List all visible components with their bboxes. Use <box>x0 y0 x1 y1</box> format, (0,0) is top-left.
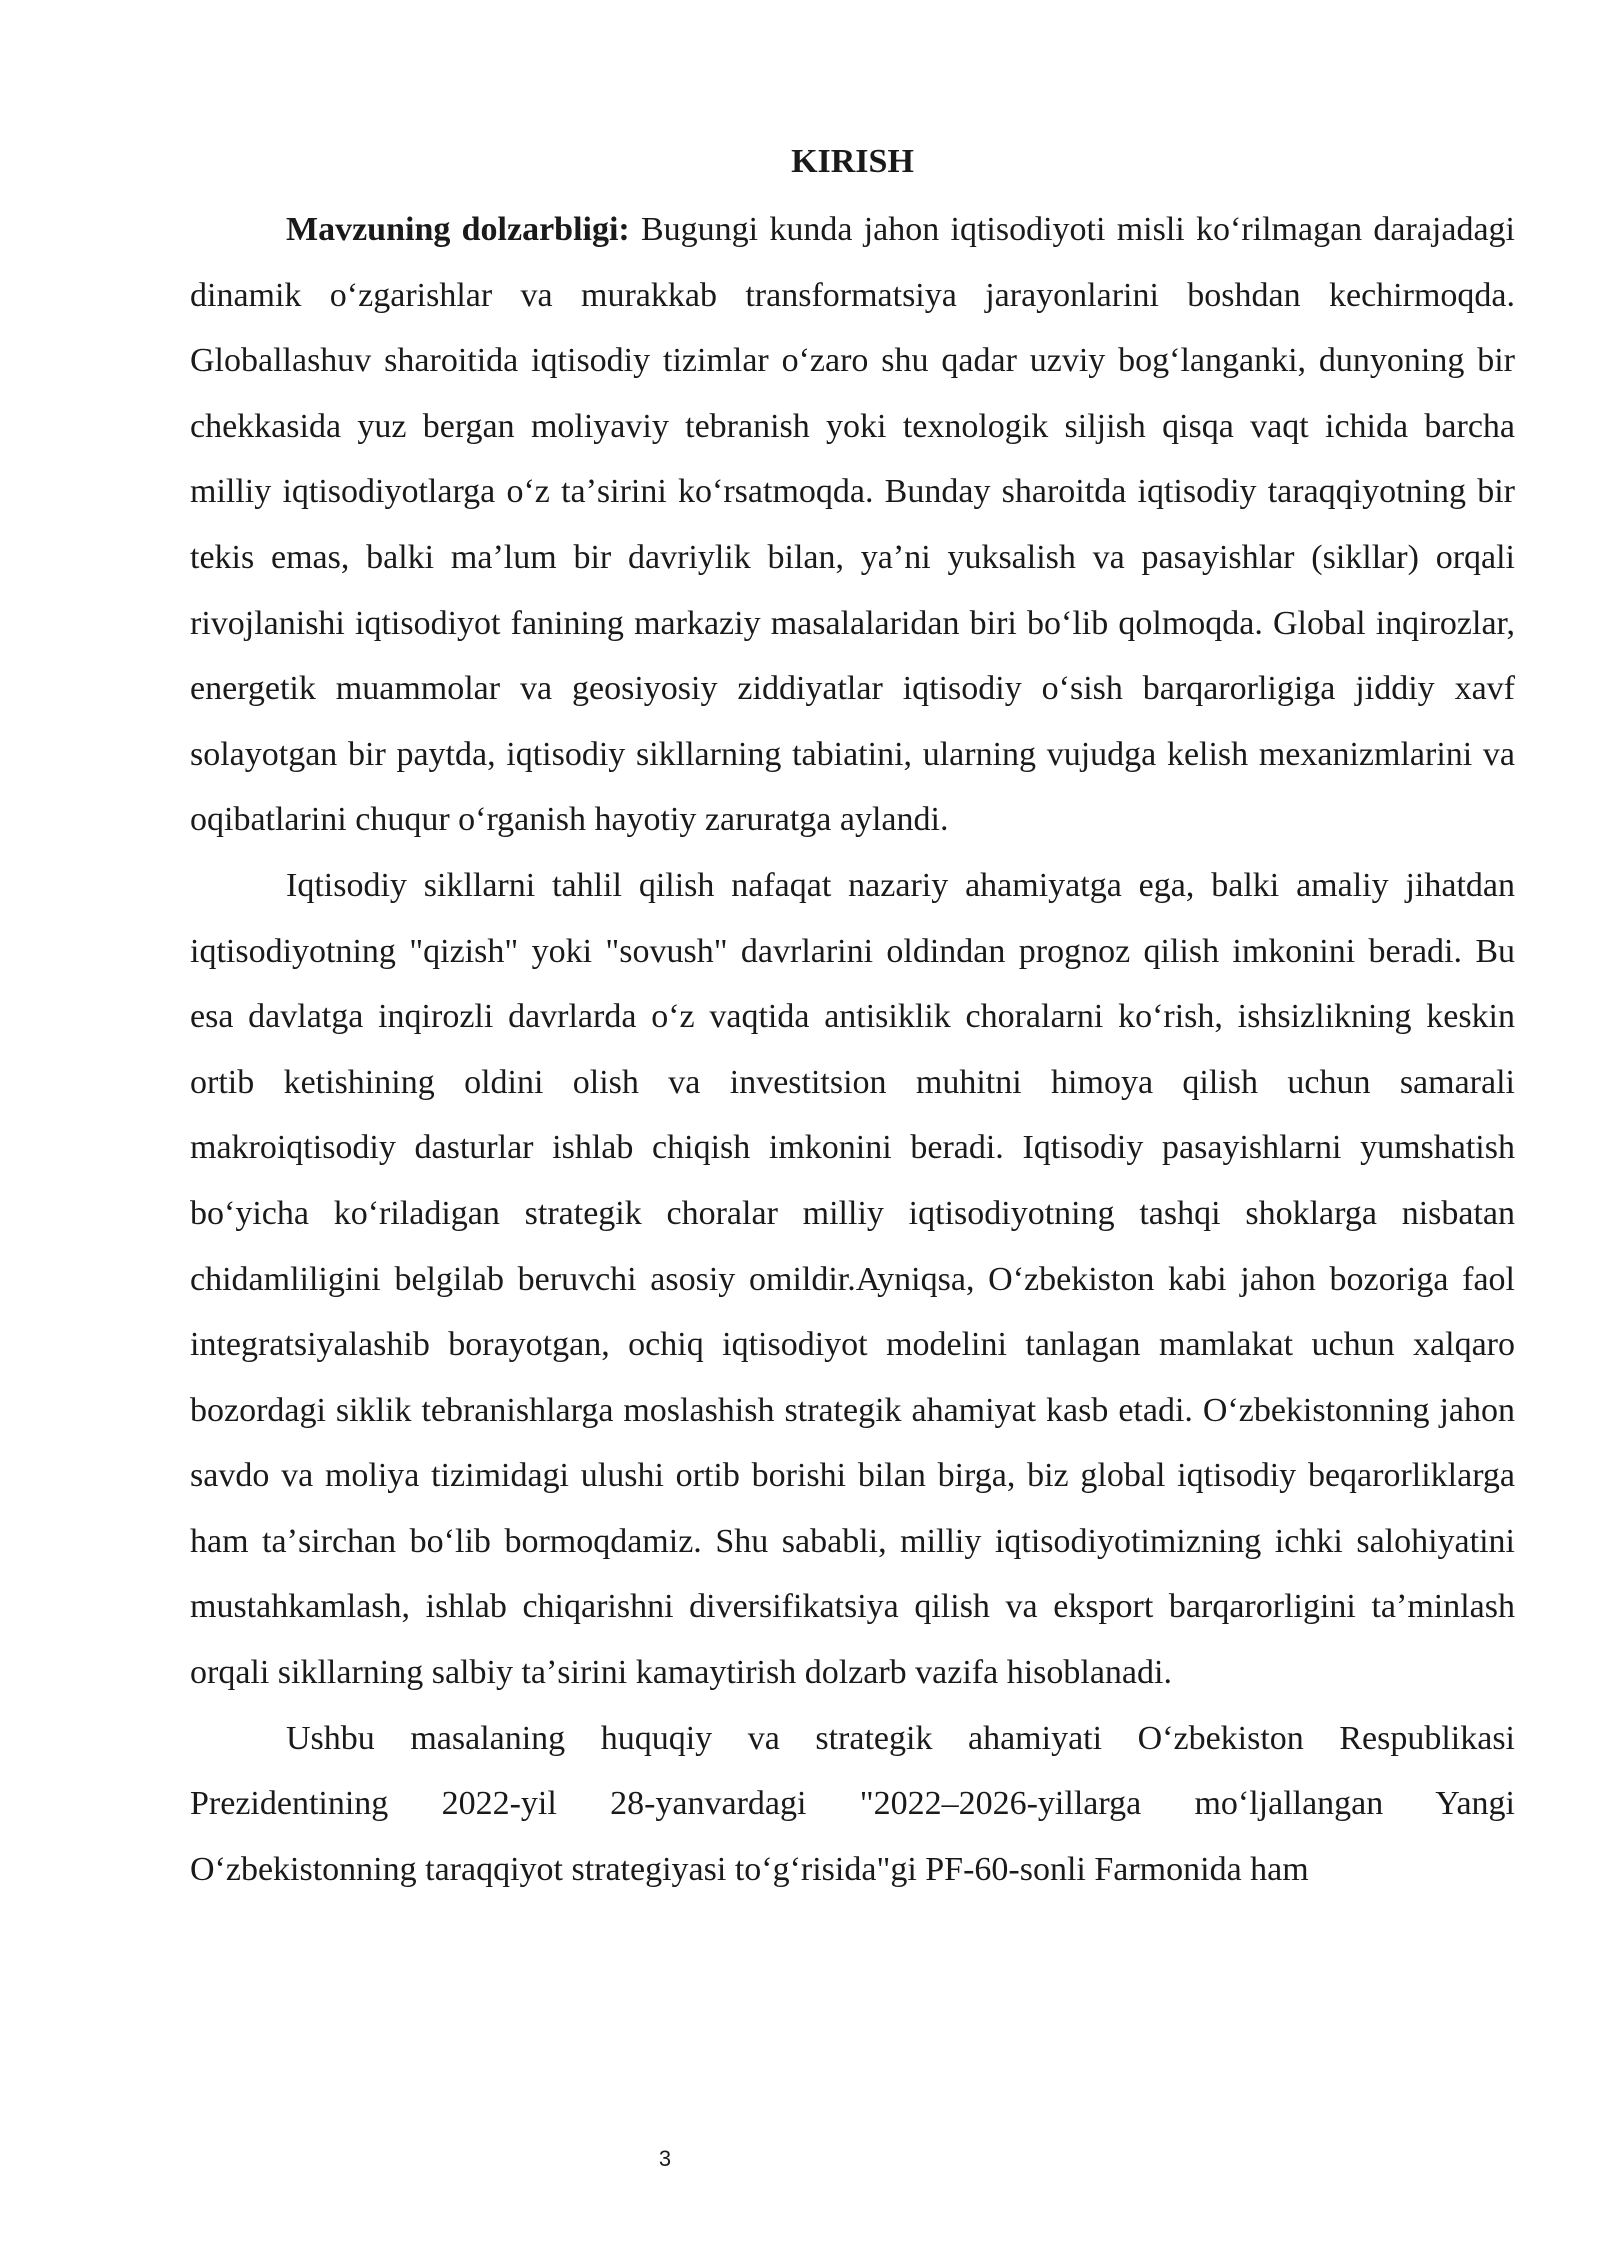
paragraph-text: Bugungi kunda jahon iqtisodiyoti misli koʻrilmagan darajadagi dinamik oʻzgarishlar va murakkab transformatsiya jarayonlarini boshdan kechirmoqda. Globallashuv sharoitida iqtisodiy tizimlar oʻzaro shu qadar uzviy bogʻlanganki, dunyoning bir chekkasida yuz bergan moliyaviy tebranish yoki texnologik siljish qisqa vaqt ichida barcha milliy iqtisodiyotlarga oʻz taʼsirini koʻrsatmoqda. Bunday sharoitda iqtisodiy taraqqiyotning bir tekis emas, balki maʼlum bir davriylik bilan, yaʼni yuksalish va pasayishlar (sikllar) orqali rivojlanishi iqtisodiyot fanining markaziy masalalaridan biri boʻlib qolmoqda. Global inqirozlar, energetik muammolar va geosiyosiy ziddiyatlar iqtisodiy oʻsish barqarorligiga jiddiy xavf solayotgan bir paytda, iqtisodiy sikllarning tabiatini, ularning vujudga kelish mexanizmlarini va oqibatlarini chuqur oʻrganish hayotiy zaruratga aylandi. <box>190 211 1516 839</box>
paragraph-3: Ushbu masalaning huquqiy va strategik ahamiyati Oʻzbekiston Respublikasi Prezidentining 2022-yil 28-yanvardagi "2022–2026-yillarga moʻljallangan Yangi Oʻzbekistonning taraqqiyot strategiyasi toʻgʻrisida"gi PF-60-sonli Farmonida ham <box>190 1719 1515 1888</box>
document-body <box>190 197 1515 1902</box>
page-number: 3 <box>658 2146 672 2171</box>
paragraph-2: Iqtisodiy sikllarni tahlil qilish nafaqat nazariy ahamiyatga ega, balki amaliy jihatdan iqtisodiyotning "qizish" yoki "sovush" davrlarini oldindan prognoz qilish imkonini beradi. Bu esa davlatga inqirozli davrlarda oʻz vaqtida antisiklik choralarni koʻrish, ishsizlikning keskin ortib ketishining oldini olish va investitsion muhitni himoya qilish uchun samarali makroiqtisodiy dasturlar ishlab chiqish imkonini beradi. Iqtisodiy pasayishlarni yumshatish boʻyicha koʻriladigan strategik choralar milliy iqtisodiyotning tashqi shoklarga nisbatan chidamliligini belgilab beruvchi asosiy omildir.Ayniqsa, Oʻzbekiston kabi jahon bozoriga faol integratsiyalashib borayotgan, ochiq iqtisodiyot modelini tanlagan mamlakat uchun xalqaro bozordagi siklik tebranishlarga moslashish strategik ahamiyat kasb etadi. Oʻzbekistonning jahon savdo va moliya tizimidagi ulushi ortib borishi bilan birga, biz global iqtisodiy beqarorliklarga ham taʼsirchan boʻlib bormoqdamiz. Shu sababli, milliy iqtisodiyotimizning ichki salohiyatini mustahkamlash, ishlab chiqarishni diversifikatsiya qilish va eksport barqarorligini taʼminlash orqali sikllarning salbiy taʼsirini kamaytirish dolzarb vazifa hisoblanadi. <box>190 866 1515 1692</box>
paragraph-1 <box>190 197 1515 853</box>
paragraph-lead: Mavzuning dolzarbligi: <box>286 211 630 248</box>
page-title: KIRISH <box>791 143 914 180</box>
